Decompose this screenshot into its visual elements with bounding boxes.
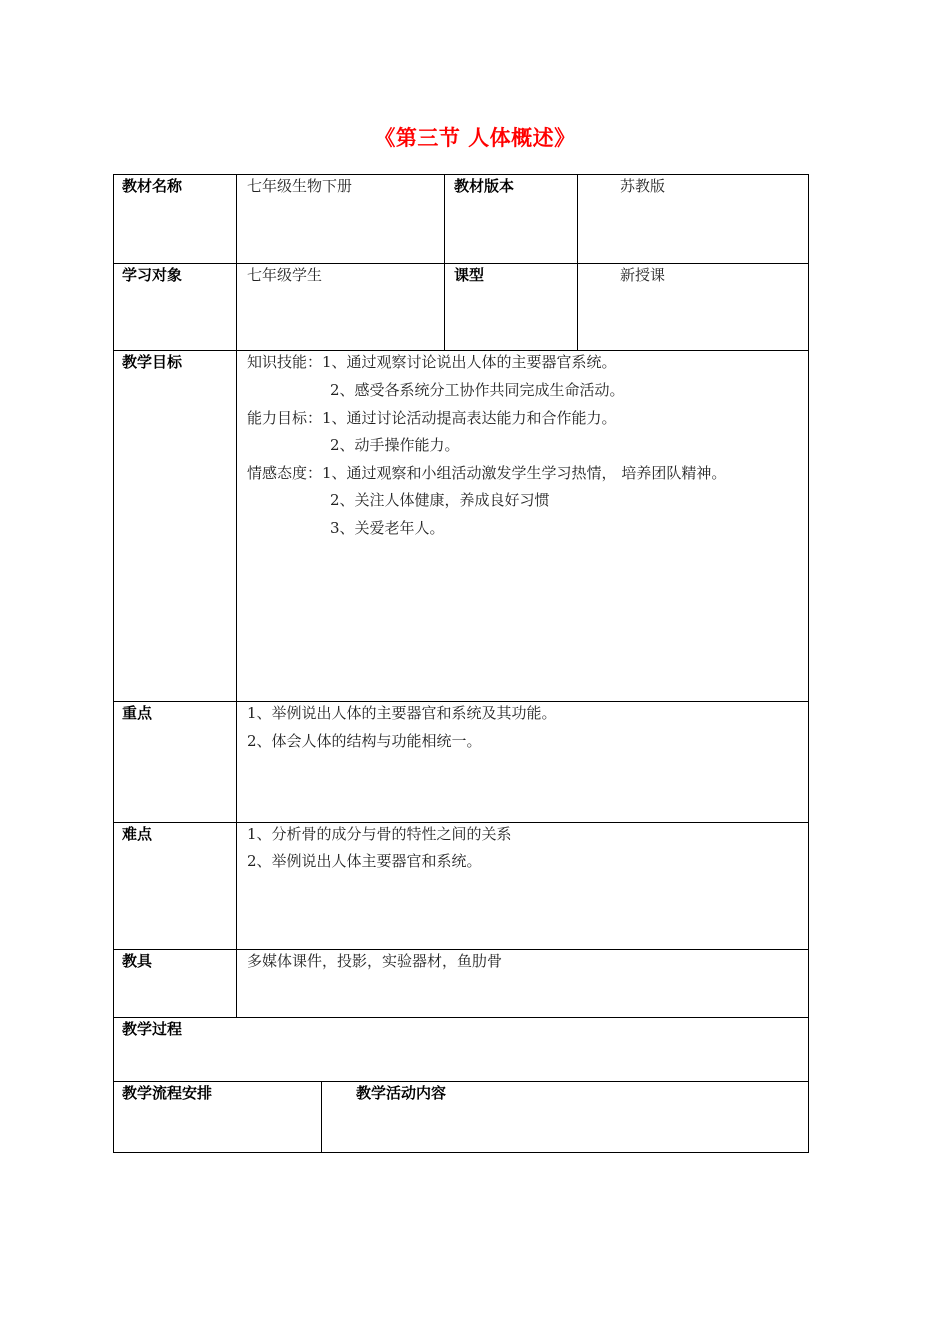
difficulty-line: 1、分析骨的成分与骨的特性之间的关系: [247, 825, 512, 843]
lesson-type-value: 新授课: [620, 266, 666, 284]
objective-line: 情感态度：1、通过观察和小组活动激发学生学习热情， 培养团队精神。: [247, 464, 727, 482]
learner-value: 七年级学生: [247, 266, 323, 284]
difficulties-label: 难点: [122, 825, 153, 843]
tools-value: 多媒体课件，投影，实验器材，鱼肋骨: [247, 952, 503, 970]
objective-line: 能力目标：1、通过讨论活动提高表达能力和合作能力。: [247, 409, 617, 427]
learner-label: 学习对象: [122, 266, 183, 284]
column-divider: [321, 1081, 322, 1153]
objective-line: 2、关注人体健康，养成良好习惯: [330, 491, 550, 509]
key-point-line: 1、举例说出人体的主要器官和系统及其功能。: [247, 704, 557, 722]
document-title: 《第三节 人体概述》: [374, 126, 576, 150]
activity-content-label: 教学活动内容: [356, 1084, 447, 1102]
material-name-value: 七年级生物下册: [247, 177, 353, 195]
material-version-value: 苏教版: [620, 177, 666, 195]
lesson-plan-table: [113, 174, 809, 1153]
key-points-label: 重点: [122, 704, 153, 722]
objective-line: 知识技能：1、通过观察讨论说出人体的主要器官系统。: [247, 353, 617, 371]
material-name-label: 教材名称: [122, 177, 183, 195]
objective-line: 2、动手操作能力。: [330, 436, 460, 454]
column-divider: [444, 174, 445, 350]
difficulty-line: 2、举例说出人体主要器官和系统。: [247, 852, 482, 870]
lesson-type-label: 课型: [454, 266, 485, 284]
table-border-left: [113, 174, 114, 1153]
column-divider: [236, 174, 237, 1017]
flow-label: 教学流程安排: [122, 1084, 213, 1102]
material-version-label: 教材版本: [454, 177, 515, 195]
row-divider: [113, 1017, 809, 1018]
process-label: 教学过程: [122, 1020, 183, 1038]
key-point-line: 2、体会人体的结构与功能相统一。: [247, 732, 482, 750]
objective-line: 2、感受各系统分工协作共同完成生命活动。: [330, 381, 625, 399]
objectives-label: 教学目标: [122, 353, 183, 371]
table-border-right: [808, 174, 809, 1153]
tools-label: 教具: [122, 952, 153, 970]
table-border-bottom: [113, 1152, 809, 1153]
objective-line: 3、关爱老年人。: [330, 519, 445, 537]
column-divider: [577, 174, 578, 350]
row-divider: [113, 1081, 809, 1082]
